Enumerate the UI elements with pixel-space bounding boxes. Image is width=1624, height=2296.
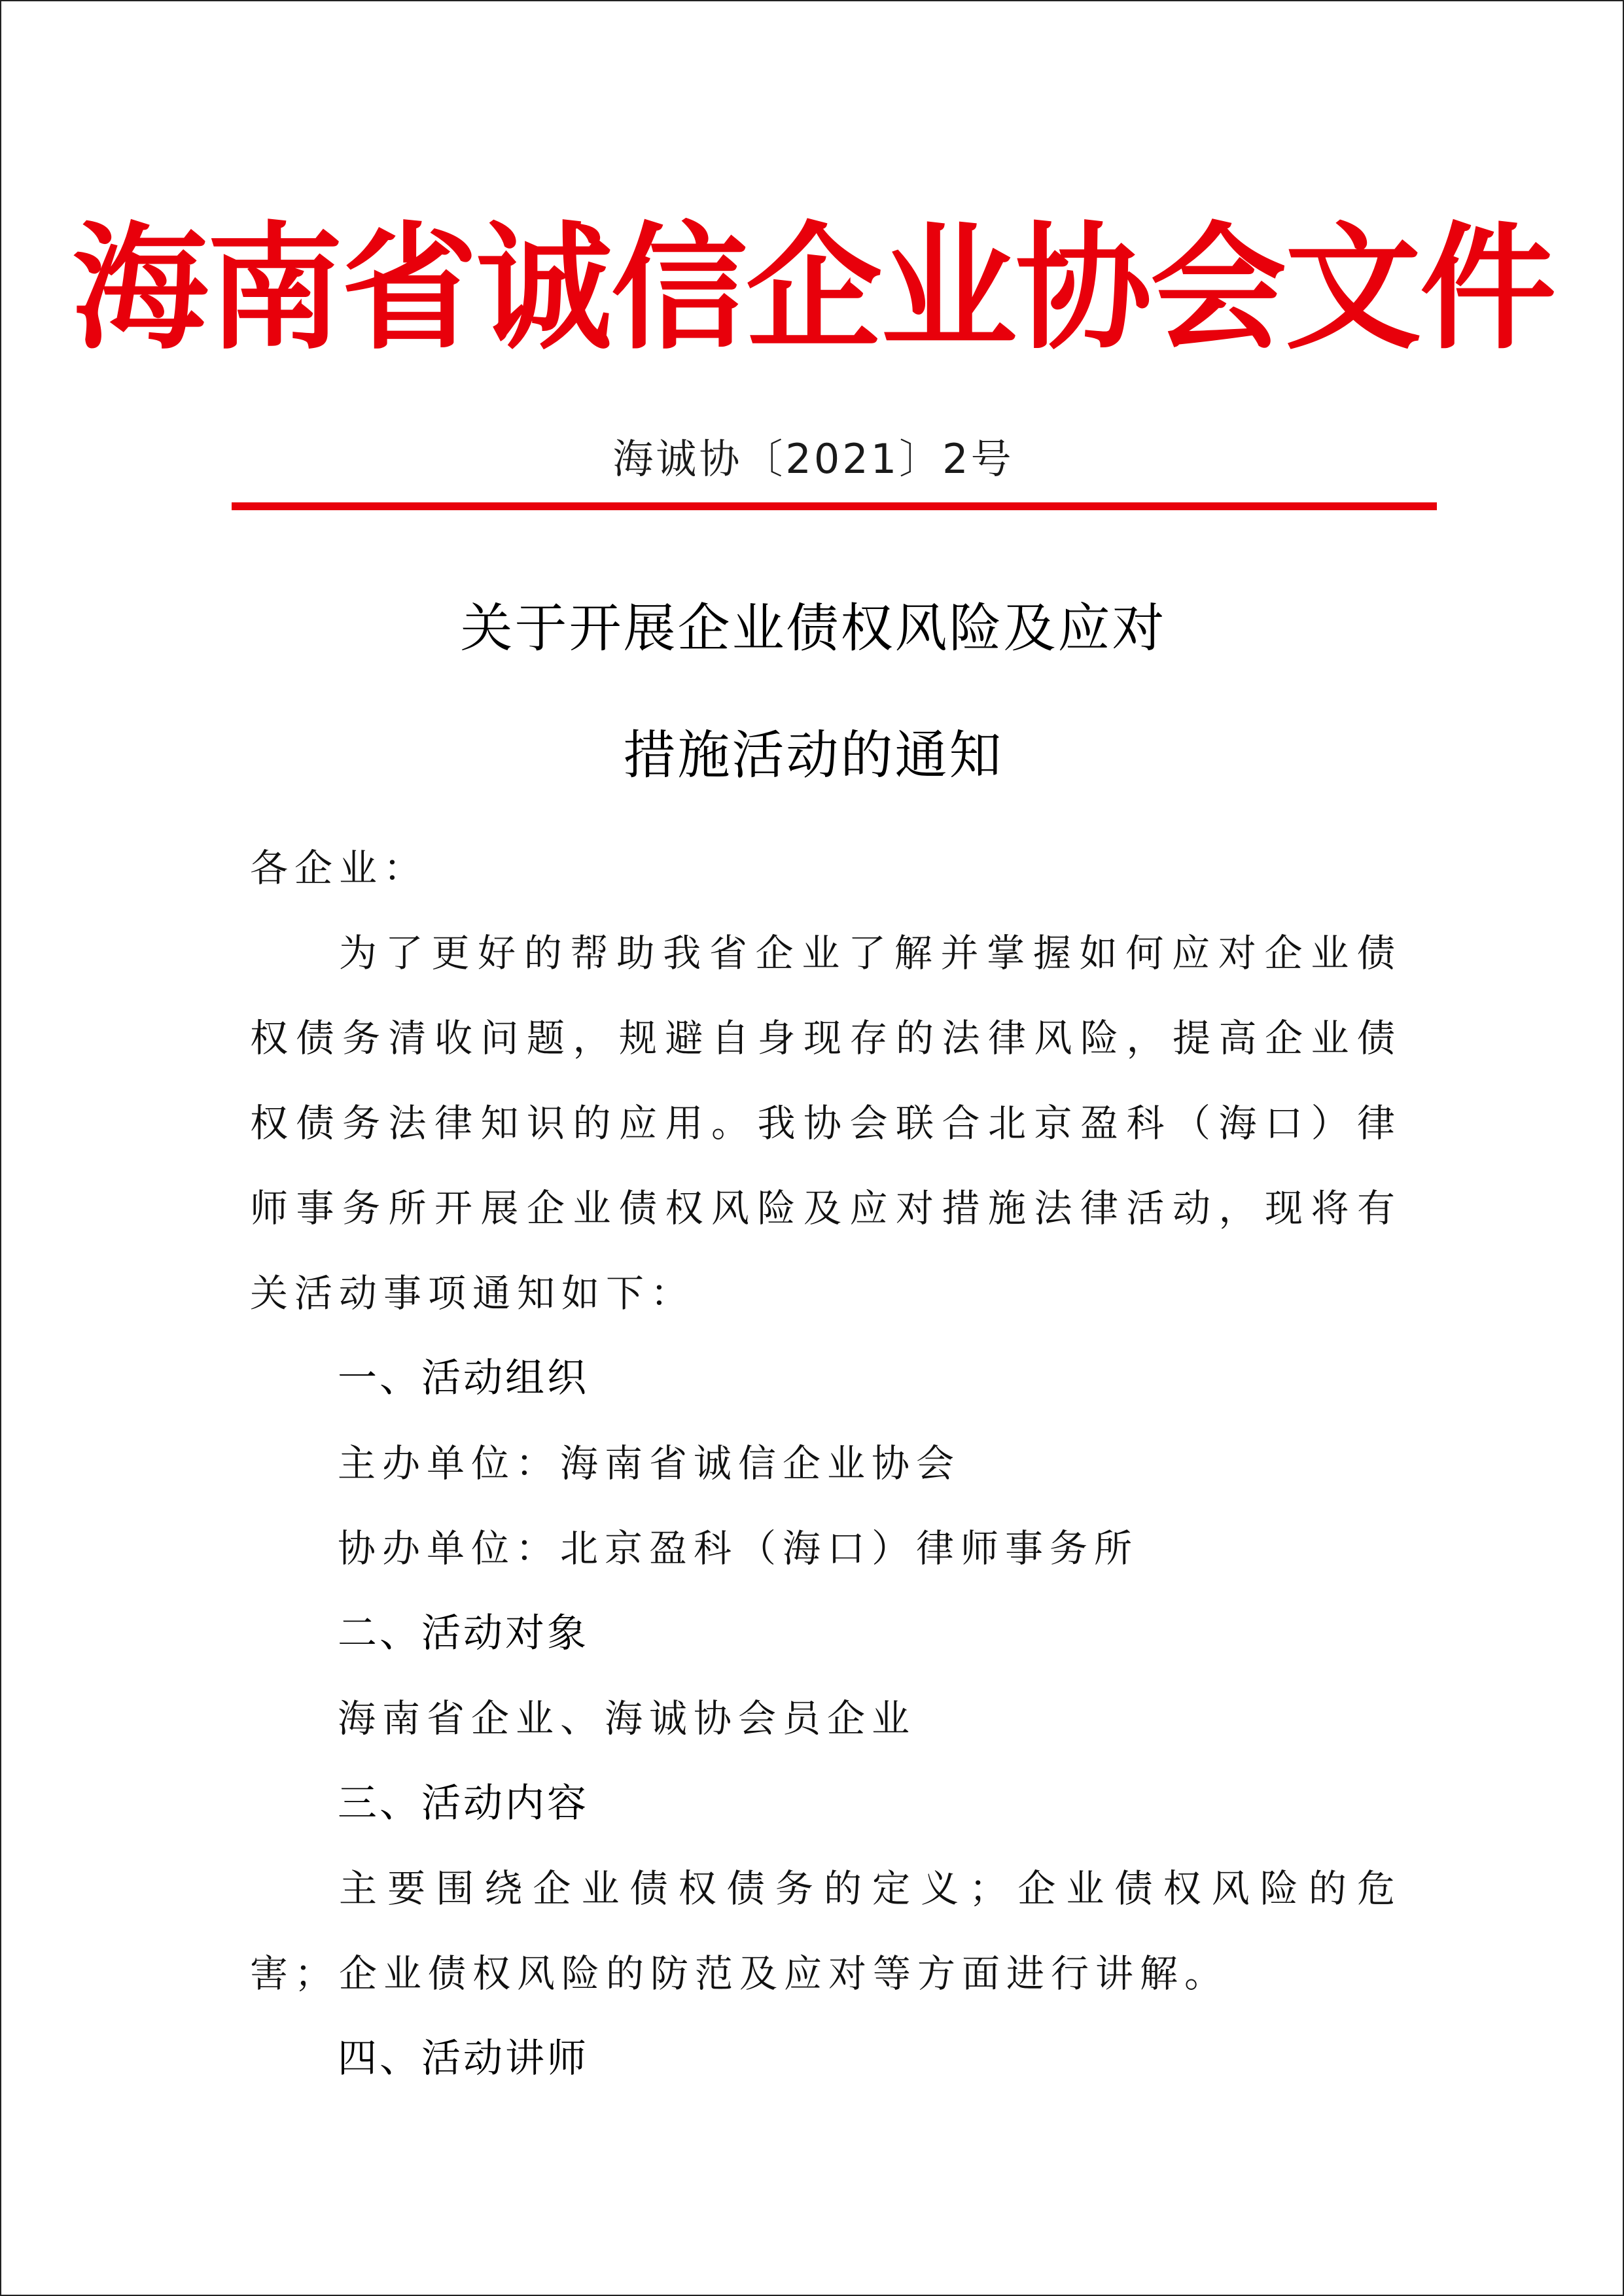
intro-paragraph: 为了更好的帮助我省企业了解并掌握如何应对企业债权债务清收问题，规避自身现存的法律风险，提高企业债权债务法律知识的应用。我协会联合北京盈科（海口）律师事务所开展企业债权风险及应对措施法律活动，现将有关活动事项通知如下： <box>250 931 1402 1315</box>
co-organizer-line: 协办单位：北京盈科（海口）律师事务所 <box>338 1526 1139 1571</box>
notice-title-line-2: 措施活动的通知 <box>623 725 1004 786</box>
audience-line: 海南省企业、海诚协会员企业 <box>338 1696 917 1741</box>
organizer-line: 主办单位：海南省诚信企业协会 <box>338 1441 961 1486</box>
document-number: 海诚协〔2021〕2号 <box>612 435 1014 483</box>
salutation: 各企业： <box>250 846 429 890</box>
section-heading-lecturer: 四、活动讲师 <box>338 2036 589 2081</box>
masthead-title: 海南省诚信企业协会文件 <box>72 210 1555 368</box>
content-paragraph: 主要围绕企业债权债务的定义；企业债权风险的危害；企业债权风险的防范及应对等方面进行讲解。 <box>250 1866 1402 1996</box>
section-heading-audience: 二、活动对象 <box>338 1610 589 1656</box>
section-heading-content: 三、活动内容 <box>338 1781 589 1826</box>
red-divider-rule <box>232 502 1437 510</box>
notice-title-line-1: 关于开展企业债权风险及应对 <box>460 598 1167 659</box>
notice-body <box>250 826 1402 2101</box>
section-heading-organization: 一、活动组织 <box>338 1355 589 1401</box>
